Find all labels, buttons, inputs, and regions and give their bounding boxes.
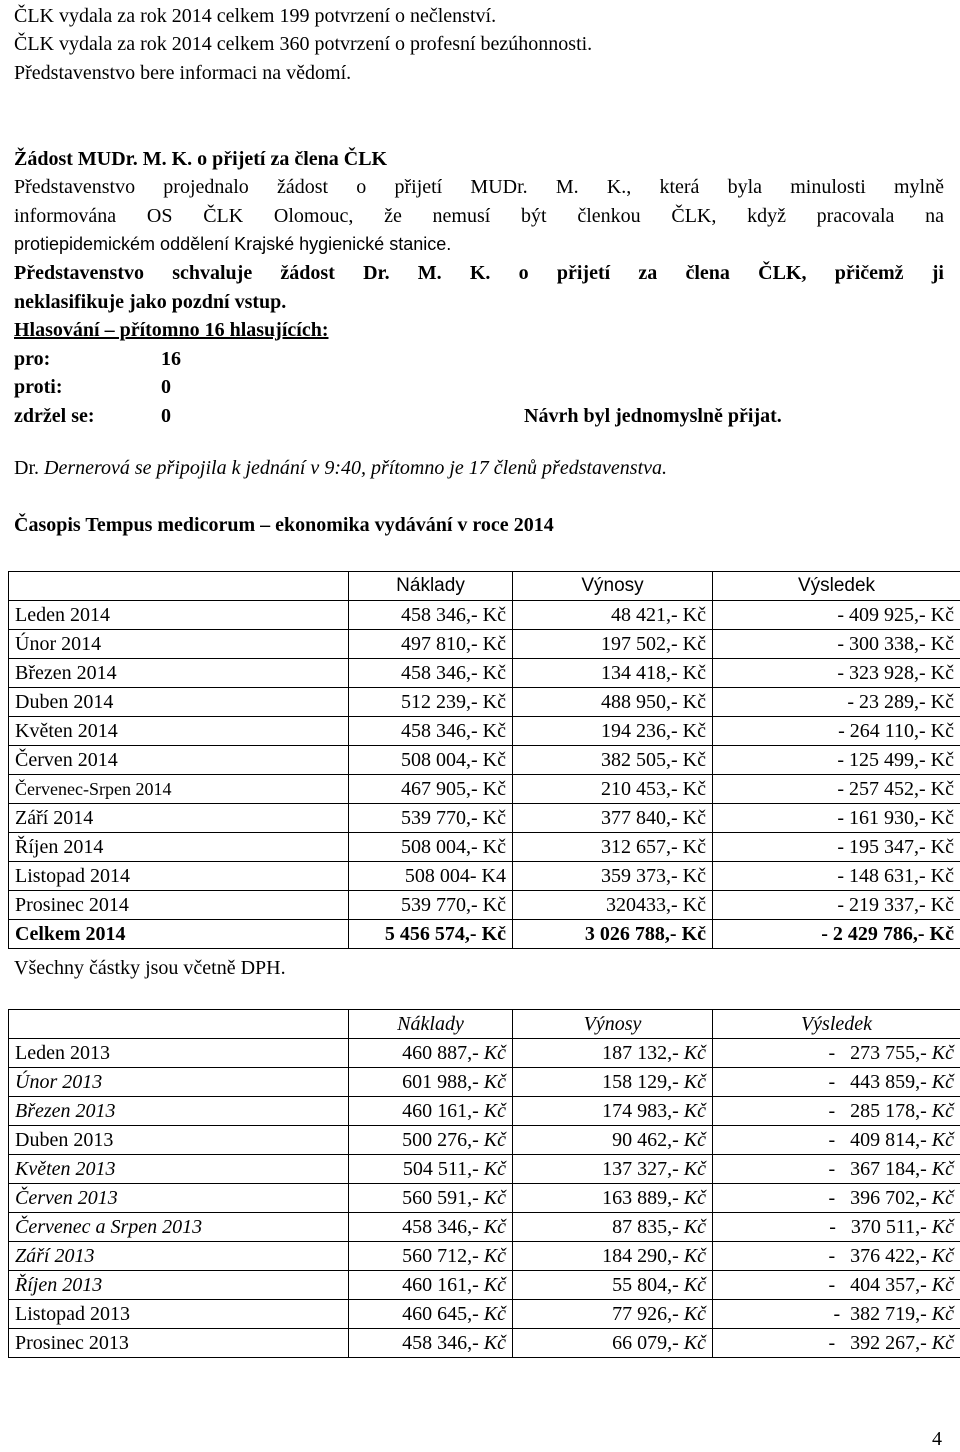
amount: 460 161,- bbox=[402, 1274, 484, 1296]
table-row bbox=[9, 1184, 960, 1213]
row-month: Listopad 2014 bbox=[9, 862, 349, 891]
amount: 460 887,- bbox=[402, 1042, 484, 1064]
zadost-para-line-2: informována OS ČLK Olomouc, že nemusí být členkou ČLK, když pracovala na bbox=[14, 203, 944, 229]
table-row bbox=[9, 1242, 960, 1271]
amount: - 382 719,- bbox=[833, 1303, 931, 1325]
currency: Kč bbox=[932, 1042, 954, 1064]
vote-zdrzel-value: 0 bbox=[161, 403, 171, 429]
row-value: - 161 930,- Kč bbox=[713, 804, 960, 833]
currency: Kč bbox=[684, 1245, 706, 1267]
currency: Kč bbox=[684, 1274, 706, 1296]
row-value bbox=[349, 1097, 513, 1126]
row-value bbox=[349, 1213, 513, 1242]
zadost-para-line-1: Představenstvo projednalo žádost o přijetí MUDr. M. K., která byla minulosti mylně bbox=[14, 174, 944, 200]
row-value: 488 950,- Kč bbox=[513, 688, 713, 717]
page-number: 4 bbox=[932, 1426, 942, 1452]
amount: 458 346,- bbox=[402, 1216, 484, 1238]
amount: - 443 859,- bbox=[828, 1071, 931, 1093]
amount: - 367 184,- bbox=[828, 1158, 931, 1180]
row-month: Duben 2014 bbox=[9, 688, 349, 717]
row-month: Prosinec 2013 bbox=[9, 1329, 349, 1358]
row-value bbox=[513, 1126, 713, 1155]
row-value: 539 770,- Kč bbox=[349, 891, 513, 920]
amount: 458 346,- bbox=[402, 1332, 484, 1354]
row-value: - 300 338,- Kč bbox=[713, 630, 960, 659]
row-value bbox=[713, 1329, 960, 1358]
zadost-resolution-line-1: Představenstvo schvaluje žádost Dr. M. K. o přijetí za člena ČLK, přičemž ji bbox=[14, 260, 944, 286]
currency: Kč bbox=[932, 1245, 954, 1267]
row-value bbox=[513, 1213, 713, 1242]
table-row bbox=[9, 1271, 960, 1300]
table-row bbox=[9, 1126, 960, 1155]
row-value: 210 453,- Kč bbox=[513, 775, 713, 804]
amount: 55 804,- bbox=[612, 1274, 684, 1296]
row-value bbox=[349, 1271, 513, 1300]
vat-note: Všechny částky jsou včetně DPH. bbox=[14, 955, 286, 981]
table-header-row bbox=[9, 572, 960, 601]
zadost-para-line-3: protiepidemickém oddělení Krajské hygienické stanice. bbox=[14, 231, 451, 257]
attendance-note-prefix: Dr. bbox=[14, 457, 44, 479]
amount: - 370 511,- bbox=[829, 1216, 932, 1238]
currency: Kč bbox=[484, 1274, 506, 1296]
row-value: - 148 631,- Kč bbox=[713, 862, 960, 891]
amount: 137 327,- bbox=[602, 1158, 684, 1180]
currency: Kč bbox=[932, 1158, 954, 1180]
row-value bbox=[349, 1039, 513, 1068]
amount: 460 645,- bbox=[402, 1303, 484, 1325]
row-month: Únor 2013 bbox=[9, 1068, 349, 1097]
total-value: 5 456 574,- Kč bbox=[349, 920, 513, 949]
amount: 66 079,- bbox=[612, 1332, 684, 1354]
table-row bbox=[9, 891, 960, 920]
attendance-note-text: Dernerová se připojila k jednání v 9:40, přítomno je 17 členů představenstva. bbox=[44, 457, 667, 479]
currency: Kč bbox=[932, 1216, 954, 1238]
zadost-heading: Žádost MUDr. M. K. o přijetí za člena ČLK bbox=[14, 146, 387, 172]
table-row bbox=[9, 601, 960, 630]
total-label: Celkem 2014 bbox=[9, 920, 349, 949]
table-row bbox=[9, 1155, 960, 1184]
currency: Kč bbox=[484, 1303, 506, 1325]
table-row bbox=[9, 775, 960, 804]
table-row bbox=[9, 833, 960, 862]
table-header-row bbox=[9, 1010, 960, 1039]
row-value: 539 770,- Kč bbox=[349, 804, 513, 833]
currency: Kč bbox=[932, 1100, 954, 1122]
row-value: 512 239,- Kč bbox=[349, 688, 513, 717]
row-value: 508 004,- Kč bbox=[349, 746, 513, 775]
row-value bbox=[349, 1155, 513, 1184]
column-header: Náklady bbox=[349, 572, 513, 601]
table-2014 bbox=[8, 571, 960, 949]
currency: Kč bbox=[484, 1216, 506, 1238]
row-month: Říjen 2013 bbox=[9, 1271, 349, 1300]
amount: - 376 422,- bbox=[828, 1245, 931, 1267]
row-value: 497 810,- Kč bbox=[349, 630, 513, 659]
currency: Kč bbox=[932, 1071, 954, 1093]
column-header: Výsledek bbox=[713, 1010, 960, 1039]
currency: Kč bbox=[484, 1158, 506, 1180]
amount: - 285 178,- bbox=[828, 1100, 931, 1122]
row-value bbox=[349, 1184, 513, 1213]
row-value bbox=[713, 1039, 960, 1068]
row-value bbox=[713, 1126, 960, 1155]
row-value: 458 346,- Kč bbox=[349, 659, 513, 688]
intro-line-3: Představenstvo bere informaci na vědomí. bbox=[14, 60, 351, 86]
vote-zdrzel-label: zdržel se: bbox=[14, 403, 95, 429]
column-header: Výnosy bbox=[513, 1010, 713, 1039]
column-header: Náklady bbox=[349, 1010, 513, 1039]
currency: Kč bbox=[684, 1042, 706, 1064]
row-month: Září 2014 bbox=[9, 804, 349, 833]
row-month: Leden 2013 bbox=[9, 1039, 349, 1068]
total-value: 3 026 788,- Kč bbox=[513, 920, 713, 949]
vote-pro-label: pro: bbox=[14, 346, 50, 372]
currency: Kč bbox=[932, 1274, 954, 1296]
row-value: 312 657,- Kč bbox=[513, 833, 713, 862]
row-value: 320433,- Kč bbox=[513, 891, 713, 920]
row-month: Duben 2013 bbox=[9, 1126, 349, 1155]
table-row bbox=[9, 1329, 960, 1358]
table-row bbox=[9, 1039, 960, 1068]
currency: Kč bbox=[484, 1245, 506, 1267]
row-month: Květen 2014 bbox=[9, 717, 349, 746]
amount: - 409 814,- bbox=[828, 1129, 931, 1151]
row-value bbox=[713, 1097, 960, 1126]
row-value bbox=[349, 1068, 513, 1097]
amount: - 392 267,- bbox=[828, 1332, 931, 1354]
currency: Kč bbox=[932, 1332, 954, 1354]
total-value: - 2 429 786,- Kč bbox=[713, 920, 960, 949]
column-header: Výnosy bbox=[513, 572, 713, 601]
row-value bbox=[513, 1329, 713, 1358]
column-header bbox=[9, 572, 349, 601]
row-value: 197 502,- Kč bbox=[513, 630, 713, 659]
vote-result: Návrh byl jednomyslně přijat. bbox=[524, 403, 782, 429]
amount: 187 132,- bbox=[602, 1042, 684, 1064]
vote-proti-label: proti: bbox=[14, 374, 63, 400]
vote-pro-value: 16 bbox=[161, 346, 181, 372]
row-value: 194 236,- Kč bbox=[513, 717, 713, 746]
row-value: - 409 925,- Kč bbox=[713, 601, 960, 630]
row-value bbox=[713, 1300, 960, 1329]
row-value bbox=[349, 1126, 513, 1155]
row-value bbox=[713, 1213, 960, 1242]
amount: 460 161,- bbox=[402, 1100, 484, 1122]
currency: Kč bbox=[484, 1129, 506, 1151]
row-value bbox=[513, 1068, 713, 1097]
currency: Kč bbox=[484, 1100, 506, 1122]
row-value: 48 421,- Kč bbox=[513, 601, 713, 630]
row-value: - 323 928,- Kč bbox=[713, 659, 960, 688]
tempus-heading: Časopis Tempus medicorum – ekonomika vydávání v roce 2014 bbox=[14, 512, 554, 538]
table-row bbox=[9, 1068, 960, 1097]
row-value: 134 418,- Kč bbox=[513, 659, 713, 688]
row-month: Únor 2014 bbox=[9, 630, 349, 659]
currency: Kč bbox=[684, 1216, 706, 1238]
currency: Kč bbox=[684, 1100, 706, 1122]
row-value: 458 346,- Kč bbox=[349, 601, 513, 630]
amount: 504 511,- bbox=[403, 1158, 484, 1180]
row-value: - 23 289,- Kč bbox=[713, 688, 960, 717]
vote-proti-value: 0 bbox=[161, 374, 171, 400]
intro-line-2: ČLK vydala za rok 2014 celkem 360 potvrzení o profesní bezúhonnosti. bbox=[14, 31, 592, 57]
amount: - 396 702,- bbox=[828, 1187, 931, 1209]
row-value bbox=[513, 1039, 713, 1068]
table-row bbox=[9, 1300, 960, 1329]
table-row bbox=[9, 717, 960, 746]
currency: Kč bbox=[484, 1071, 506, 1093]
currency: Kč bbox=[684, 1071, 706, 1093]
row-month: Listopad 2013 bbox=[9, 1300, 349, 1329]
currency: Kč bbox=[684, 1129, 706, 1151]
amount: 560 591,- bbox=[402, 1187, 484, 1209]
row-value: 508 004- K4 bbox=[349, 862, 513, 891]
zadost-resolution-line-2: neklasifikuje jako pozdní vstup. bbox=[14, 289, 286, 315]
currency: Kč bbox=[684, 1303, 706, 1325]
row-month: Prosinec 2014 bbox=[9, 891, 349, 920]
vote-heading: Hlasování – přítomno 16 hlasujících: bbox=[14, 317, 328, 343]
row-month: Květen 2013 bbox=[9, 1155, 349, 1184]
intro-line-1: ČLK vydala za rok 2014 celkem 199 potvrzení o nečlenství. bbox=[14, 3, 496, 29]
row-value bbox=[513, 1300, 713, 1329]
row-month: Červenec a Srpen 2013 bbox=[9, 1213, 349, 1242]
row-month: Leden 2014 bbox=[9, 601, 349, 630]
row-value bbox=[713, 1242, 960, 1271]
row-month: Září 2013 bbox=[9, 1242, 349, 1271]
row-value: 458 346,- Kč bbox=[349, 717, 513, 746]
table-row bbox=[9, 688, 960, 717]
amount: 87 835,- bbox=[612, 1216, 684, 1238]
currency: Kč bbox=[684, 1158, 706, 1180]
row-month: Říjen 2014 bbox=[9, 833, 349, 862]
amount: 163 889,- bbox=[602, 1187, 684, 1209]
row-value bbox=[513, 1155, 713, 1184]
table-row bbox=[9, 804, 960, 833]
table-row bbox=[9, 630, 960, 659]
amount: - 404 357,- bbox=[828, 1274, 931, 1296]
row-value: - 125 499,- Kč bbox=[713, 746, 960, 775]
row-value: - 264 110,- Kč bbox=[713, 717, 960, 746]
amount: 174 983,- bbox=[602, 1100, 684, 1122]
row-value: 467 905,- Kč bbox=[349, 775, 513, 804]
amount: 184 290,- bbox=[602, 1245, 684, 1267]
row-value bbox=[349, 1329, 513, 1358]
attendance-note bbox=[14, 455, 667, 481]
amount: 90 462,- bbox=[612, 1129, 684, 1151]
table-row bbox=[9, 1213, 960, 1242]
currency: Kč bbox=[684, 1332, 706, 1354]
row-value: 359 373,- Kč bbox=[513, 862, 713, 891]
amount: 77 926,- bbox=[612, 1303, 684, 1325]
currency: Kč bbox=[484, 1187, 506, 1209]
currency: Kč bbox=[484, 1042, 506, 1064]
table-2013 bbox=[8, 1009, 960, 1358]
row-value bbox=[713, 1068, 960, 1097]
amount: 601 988,- bbox=[402, 1071, 484, 1093]
column-header: Výsledek bbox=[713, 572, 960, 601]
row-value bbox=[513, 1184, 713, 1213]
table-row bbox=[9, 862, 960, 891]
row-value bbox=[713, 1155, 960, 1184]
row-value bbox=[513, 1097, 713, 1126]
table-row bbox=[9, 1097, 960, 1126]
currency: Kč bbox=[932, 1303, 954, 1325]
row-value: 382 505,- Kč bbox=[513, 746, 713, 775]
row-value bbox=[513, 1242, 713, 1271]
row-month: Červenec-Srpen 2014 bbox=[9, 775, 349, 804]
currency: Kč bbox=[484, 1332, 506, 1354]
row-value: - 195 347,- Kč bbox=[713, 833, 960, 862]
amount: 500 276,- bbox=[402, 1129, 484, 1151]
amount: - 273 755,- bbox=[828, 1042, 931, 1064]
row-value bbox=[513, 1271, 713, 1300]
currency: Kč bbox=[932, 1129, 954, 1151]
row-value bbox=[349, 1300, 513, 1329]
row-value: 508 004,- Kč bbox=[349, 833, 513, 862]
row-month: Červen 2014 bbox=[9, 746, 349, 775]
row-value bbox=[713, 1271, 960, 1300]
row-month: Březen 2014 bbox=[9, 659, 349, 688]
currency: Kč bbox=[932, 1187, 954, 1209]
row-value bbox=[349, 1242, 513, 1271]
amount: 560 712,- bbox=[402, 1245, 484, 1267]
table-total-row bbox=[9, 920, 960, 949]
column-header bbox=[9, 1010, 349, 1039]
row-value bbox=[713, 1184, 960, 1213]
row-month: Březen 2013 bbox=[9, 1097, 349, 1126]
row-month: Červen 2013 bbox=[9, 1184, 349, 1213]
row-value: 377 840,- Kč bbox=[513, 804, 713, 833]
currency: Kč bbox=[684, 1187, 706, 1209]
amount: 158 129,- bbox=[602, 1071, 684, 1093]
row-value: - 219 337,- Kč bbox=[713, 891, 960, 920]
table-row bbox=[9, 659, 960, 688]
table-row bbox=[9, 746, 960, 775]
row-value: - 257 452,- Kč bbox=[713, 775, 960, 804]
